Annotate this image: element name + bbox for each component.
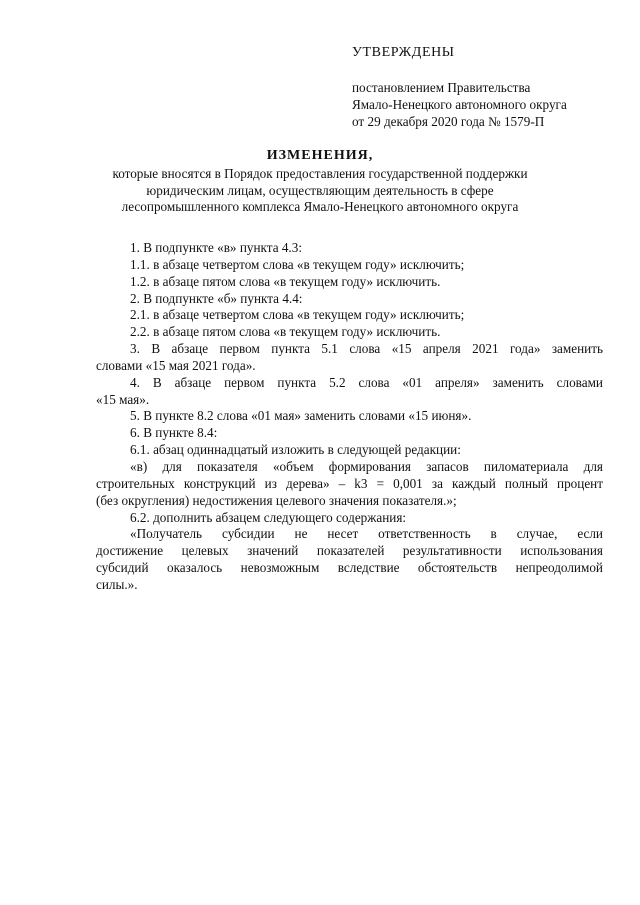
quoted-text-line: «Получатель субсидии не несет ответственность в случае, если [130,526,603,542]
quoted-text-line: субсидий оказалось невозможным вследствие обстоятельств непреодолимой [96,560,603,576]
change-item: 1. В подпункте «в» пункта 4.3: [130,240,302,255]
changes-list [96,240,603,594]
change-item: 2.2. в абзаце пятом слова «в текущем году» исключить. [130,324,441,340]
change-item: 2. В подпункте «б» пункта 4.4: [130,290,303,306]
change-item: 5. В пункте 8.2 слова «01 мая» заменить словами «15 июня». [130,408,472,424]
change-item: 1.2. в абзаце пятом слова «в текущем году» исключить. [130,273,441,289]
approval-line: Ямало-Ненецкого автономного округа [352,97,567,112]
change-item-continuation: словами «15 мая 2021 года». [96,357,256,373]
quoted-text-line: достижение целевых значений показателей результативности использования [96,543,603,559]
change-item: 2.1. в абзаце четвертом слова «в текущем году» исключить; [130,307,465,323]
change-item: 4. В абзаце первом пункта 5.2 слова «01 апреля» заменить словами [130,374,603,390]
change-item: 6. В пункте 8.4: [130,425,218,441]
document-subtitle-line: которые вносятся в Порядок предоставления государственной поддержки [112,165,528,181]
quoted-text-line: строительных конструкций из дерева» – k3 = 0,001 за каждый полный процент [96,475,603,491]
approval-line: от 29 декабря 2020 года № 1579-П [352,114,545,129]
change-item: 3. В абзаце первом пункта 5.1 слова «15 апреля 2021 года» заменить [130,341,603,357]
quoted-text-line: (без округления) недостижения целевого значения показателя.»; [96,492,457,508]
document-subtitle-line: лесопромышленного комплекса Ямало-Ненецкого автономного округа [121,199,519,215]
approval-block [352,44,622,130]
change-item: 6.2. дополнить абзацем следующего содержания: [130,509,407,525]
change-item: 1.1. в абзаце четвертом слова «в текущем году» исключить; [130,256,465,272]
document-subtitle-line: юридическим лицам, осуществляющим деятельность в сфере [146,182,494,198]
approval-heading: УТВЕРЖДЕНЫ [352,45,455,60]
change-item-continuation: «15 мая». [96,391,150,407]
approval-line: постановлением Правительства [352,80,531,95]
document-title-block [60,148,580,216]
quoted-text-line: «в) для показателя «объем формирования запасов пиломатериала для [130,458,603,474]
document-title: ИЗМЕНЕНИЯ, [266,148,374,163]
change-item: 6.1. абзац одиннадцатый изложить в следующей редакции: [130,442,461,458]
quoted-text-line: силы.». [96,576,138,592]
